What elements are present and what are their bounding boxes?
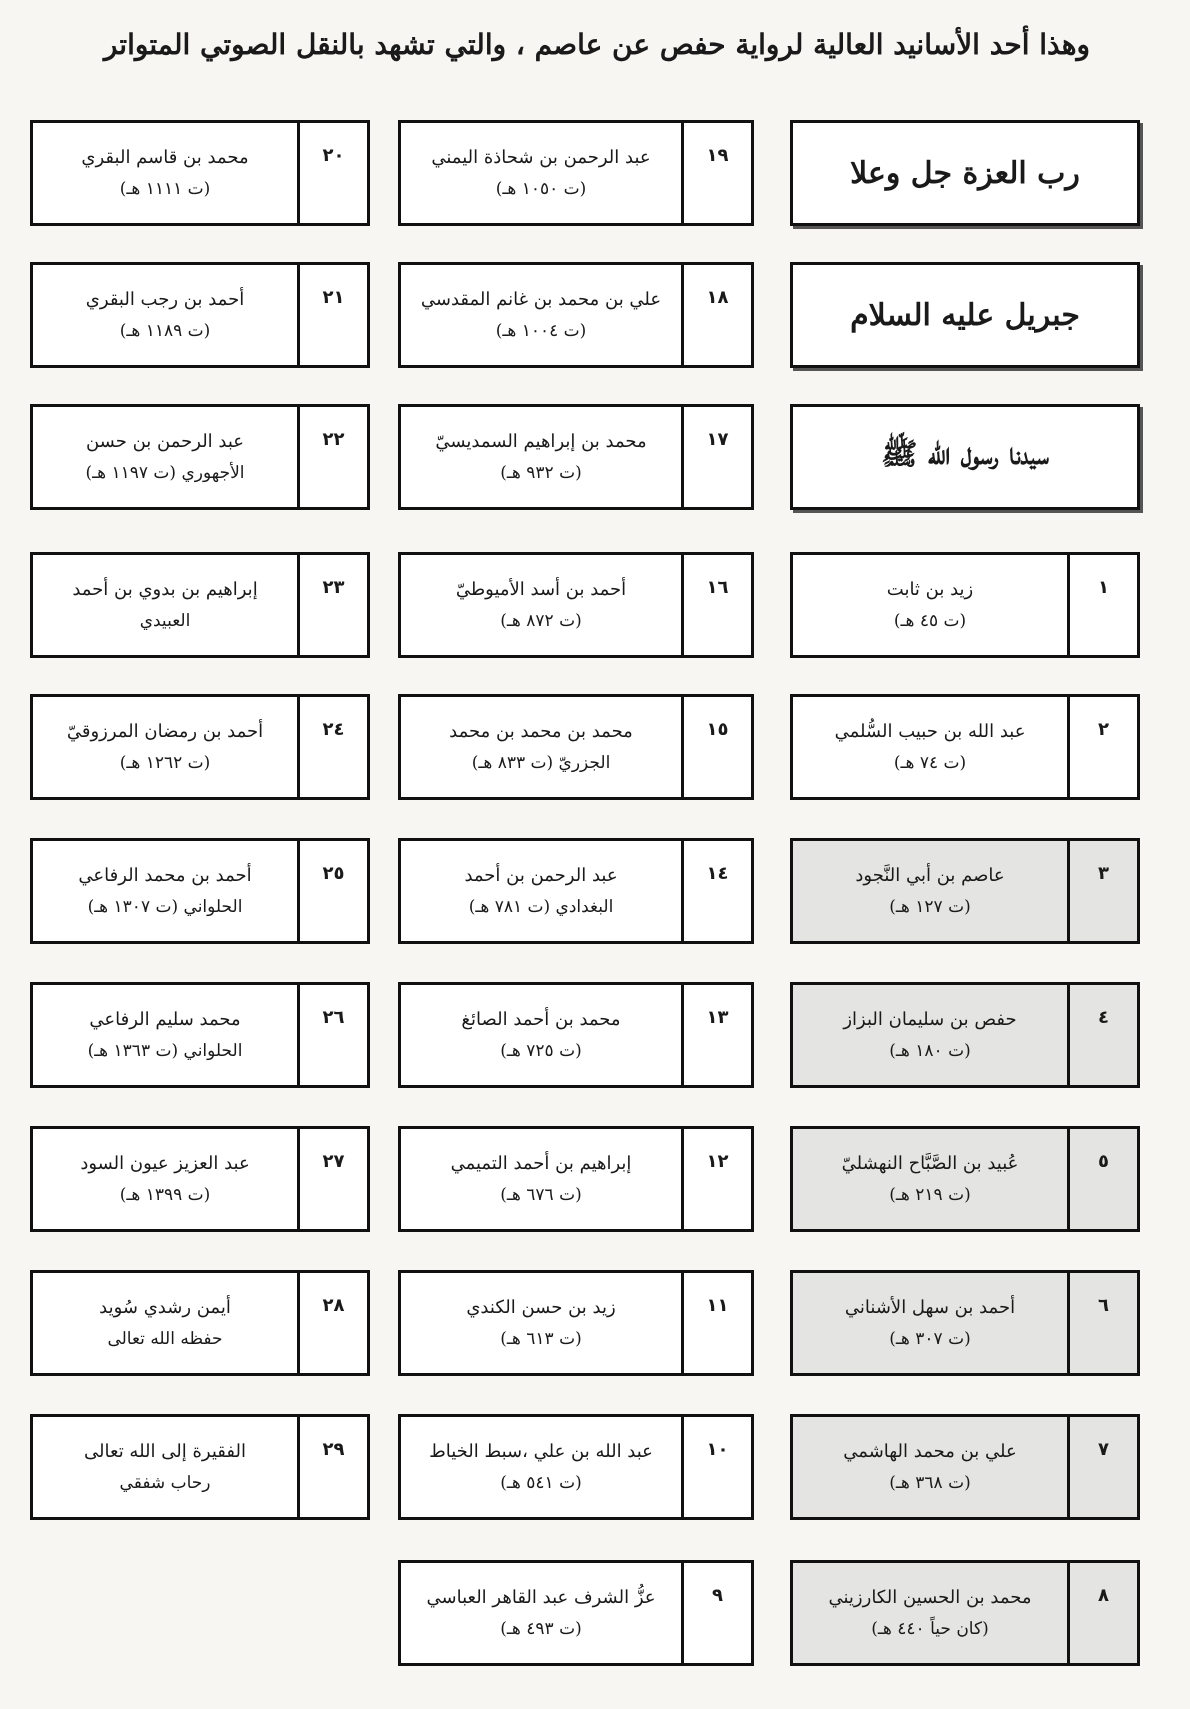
- chain-entry-card: [398, 120, 754, 226]
- entry-name: عُبيد بن الصَّبَّاح النهشليّ: [841, 1152, 1019, 1174]
- entry-date: (ت ٢١٩ هـ): [889, 1184, 971, 1205]
- entry-name: الفقيرة إلى الله تعالى: [84, 1440, 246, 1462]
- entry-text: [793, 1129, 1067, 1229]
- entry-text: [33, 123, 297, 223]
- entry-number: ٢١: [297, 265, 367, 365]
- chain-entry-card: [398, 982, 754, 1088]
- entry-number: ٢٥: [297, 841, 367, 941]
- entry-name: زيد بن حسن الكندي: [466, 1296, 616, 1318]
- entry-text: [793, 1273, 1067, 1373]
- entry-number: ١٤: [681, 841, 751, 941]
- entry-name: محمد بن الحسين الكارزيني: [828, 1586, 1032, 1608]
- entry-text: [401, 841, 681, 941]
- entry-date: (ت ١٣٩٩ هـ): [119, 1184, 211, 1205]
- entry-date: (ت ١١٨٩ هـ): [119, 320, 211, 341]
- entry-number: ١٨: [681, 265, 751, 365]
- entry-text: [33, 1417, 297, 1517]
- entry-number: ٢٣: [297, 555, 367, 655]
- entry-number: ٢٤: [297, 697, 367, 797]
- entry-text: [33, 407, 297, 507]
- entry-number: ١: [1067, 555, 1137, 655]
- entry-date: (ت ٣٠٧ هـ): [889, 1328, 971, 1349]
- chain-entry-card: [398, 1414, 754, 1520]
- chain-title-card: سيدنا رسول الله ﷺ: [790, 404, 1140, 510]
- chain-entry-card: [790, 838, 1140, 944]
- entry-text: [33, 697, 297, 797]
- entry-name: عاصم بن أبي النَّجود: [855, 864, 1005, 886]
- entry-text: [793, 1563, 1067, 1663]
- entry-number: ٥: [1067, 1129, 1137, 1229]
- entry-number: ٤: [1067, 985, 1137, 1085]
- entry-date: (ت ٩٣٢ هـ): [500, 462, 582, 483]
- entry-name: إبراهيم بن أحمد التميمي: [450, 1152, 632, 1174]
- entry-name: أحمد بن محمد الرفاعي: [78, 864, 252, 886]
- entry-text: [793, 555, 1067, 655]
- entry-number: ٢: [1067, 697, 1137, 797]
- entry-text: [401, 1273, 681, 1373]
- chain-entry-card: [790, 694, 1140, 800]
- entry-date: (ت ١٢٦٢ هـ): [119, 752, 211, 773]
- entry-date: الحلواني (ت ١٣٦٣ هـ): [87, 1040, 243, 1061]
- entry-text: [33, 985, 297, 1085]
- entry-date: (ت ١٨٠ هـ): [889, 1040, 971, 1061]
- entry-number: ١٩: [681, 123, 751, 223]
- entry-text: [33, 1273, 297, 1373]
- entry-number: ١٠: [681, 1417, 751, 1517]
- entry-date: (ت ١٠٥٠ هـ): [495, 178, 587, 199]
- entry-text: [793, 985, 1067, 1085]
- entry-date: (ت ٥٤١ هـ): [500, 1472, 582, 1493]
- entry-date: البغدادي (ت ٧٨١ هـ): [468, 896, 614, 917]
- entry-date: الجزريّ (ت ٨٣٣ هـ): [471, 752, 611, 773]
- entry-text: [401, 123, 681, 223]
- entry-number: ٢٠: [297, 123, 367, 223]
- entry-name: علي بن محمد بن غانم المقدسي: [420, 288, 662, 310]
- entry-number: ١٣: [681, 985, 751, 1085]
- entry-date: رحاب شفقي: [119, 1472, 211, 1493]
- entry-name: عزُّ الشرف عبد القاهر العباسي: [426, 1586, 656, 1608]
- entry-date: (ت ٨٧٢ هـ): [500, 610, 582, 631]
- entry-name: عبد الله بن حبيب السُّلمي: [834, 720, 1026, 742]
- entry-date: (ت ٧٢٥ هـ): [500, 1040, 582, 1061]
- chain-title-card: جبريل عليه السلام: [790, 262, 1140, 368]
- entry-number: ١٥: [681, 697, 751, 797]
- entry-number: ٩: [681, 1563, 751, 1663]
- entry-number: ٢٨: [297, 1273, 367, 1373]
- page-title: وهذا أحد الأسانيد العالية لرواية حفص عن عاصم ، والتي تشهد بالنقل الصوتي المتواتر: [103, 28, 1090, 61]
- entry-text: [33, 265, 297, 365]
- entry-number: ١٧: [681, 407, 751, 507]
- entry-date: حفظه الله تعالى: [107, 1328, 223, 1349]
- entry-text: [33, 841, 297, 941]
- entry-number: ٨: [1067, 1563, 1137, 1663]
- chain-entry-card: [398, 552, 754, 658]
- entry-name: محمد سليم الرفاعي: [89, 1008, 241, 1030]
- entry-name: أحمد بن رمضان المرزوقيّ: [66, 720, 264, 742]
- entry-text: [401, 265, 681, 365]
- entry-name: إبراهيم بن بدوي بن أحمد: [72, 578, 258, 600]
- entry-number: ٢٢: [297, 407, 367, 507]
- entry-date: (ت ١٢٧ هـ): [889, 896, 971, 917]
- entry-text: [793, 697, 1067, 797]
- chain-entry-card: [790, 1126, 1140, 1232]
- chain-title-card: رب العزة جل وعلا: [790, 120, 1140, 226]
- chain-entry-card: [398, 1560, 754, 1666]
- entry-name: عبد الله بن علي ،سبط الخياط: [429, 1440, 653, 1462]
- entry-date: الحلواني (ت ١٣٠٧ هـ): [87, 896, 243, 917]
- entry-number: ٣: [1067, 841, 1137, 941]
- chain-entry-card: [790, 552, 1140, 658]
- chain-entry-card: [30, 694, 370, 800]
- entry-name: علي بن محمد الهاشمي: [843, 1440, 1017, 1462]
- entry-date: الأجهوري (ت ١١٩٧ هـ): [85, 462, 245, 483]
- entry-name: محمد بن أحمد الصائغ: [461, 1008, 621, 1030]
- chain-entry-card: [30, 1270, 370, 1376]
- entry-number: ١٦: [681, 555, 751, 655]
- chain-entry-card: [790, 982, 1140, 1088]
- entry-date: (ت ٦٧٦ هـ): [500, 1184, 582, 1205]
- entry-name: أحمد بن أسد الأميوطيّ: [455, 578, 627, 600]
- entry-text: [401, 1417, 681, 1517]
- entry-date: (ت ٦١٣ هـ): [500, 1328, 582, 1349]
- chain-entry-card: [30, 120, 370, 226]
- chain-entry-card: [398, 838, 754, 944]
- entry-name: عبد الرحمن بن شحاذة اليمني: [431, 146, 651, 168]
- entry-name: محمد بن قاسم البقري: [81, 146, 249, 168]
- entry-text: [793, 841, 1067, 941]
- entry-number: ٦: [1067, 1273, 1137, 1373]
- entry-number: ١٢: [681, 1129, 751, 1229]
- entry-date: (ت ١٠٠٤ هـ): [495, 320, 587, 341]
- chain-entry-card: [398, 404, 754, 510]
- entry-number: ١١: [681, 1273, 751, 1373]
- chain-entry-card: [30, 838, 370, 944]
- entry-text: [401, 1129, 681, 1229]
- entry-text: [401, 985, 681, 1085]
- entry-name: حفص بن سليمان البزاز: [843, 1008, 1017, 1030]
- chain-entry-card: [30, 552, 370, 658]
- entry-number: ٢٧: [297, 1129, 367, 1229]
- entry-number: ٧: [1067, 1417, 1137, 1517]
- entry-name: محمد بن محمد بن محمد: [449, 720, 633, 742]
- entry-text: [401, 555, 681, 655]
- chain-entry-card: [30, 404, 370, 510]
- entry-number: ٢٦: [297, 985, 367, 1085]
- entry-name: زيد بن ثابت: [886, 578, 974, 600]
- entry-text: [401, 1563, 681, 1663]
- entry-number: ٢٩: [297, 1417, 367, 1517]
- entry-date: (ت ١١١١ هـ): [119, 178, 211, 199]
- chain-entry-card: [398, 1270, 754, 1376]
- entry-text: [401, 697, 681, 797]
- chain-entry-card: [30, 262, 370, 368]
- entry-date: (ت ٤٥ هـ): [893, 610, 967, 631]
- entry-name: أيمن رشدي سُويد: [99, 1296, 231, 1318]
- entry-date: (ت ٣٦٨ هـ): [889, 1472, 971, 1493]
- chain-entry-card: [30, 1126, 370, 1232]
- chain-entry-card: [30, 1414, 370, 1520]
- entry-name: عبد الرحمن بن حسن: [85, 430, 245, 452]
- entry-name: محمد بن إبراهيم السمديسيّ: [435, 430, 647, 452]
- entry-date: (ت ٧٤ هـ): [893, 752, 967, 773]
- entry-text: [33, 555, 297, 655]
- entry-text: [33, 1129, 297, 1229]
- entry-date: (ت ٤٩٣ هـ): [500, 1618, 582, 1639]
- chain-entry-card: [398, 694, 754, 800]
- entry-text: [793, 1417, 1067, 1517]
- entry-name: أحمد بن سهل الأشناني: [844, 1296, 1016, 1318]
- entry-name: عبد العزيز عيون السود: [80, 1152, 250, 1174]
- entry-name: عبد الرحمن بن أحمد: [464, 864, 618, 886]
- entry-name: أحمد بن رجب البقري: [85, 288, 245, 310]
- entry-text: [401, 407, 681, 507]
- chain-entry-card: [790, 1270, 1140, 1376]
- chain-entry-card: [398, 1126, 754, 1232]
- chain-entry-card: [790, 1414, 1140, 1520]
- chain-entry-card: [790, 1560, 1140, 1666]
- chain-entry-card: [30, 982, 370, 1088]
- entry-date: العبيدي: [139, 610, 191, 631]
- chain-entry-card: [398, 262, 754, 368]
- entry-date: (كان حياً ٤٤٠ هـ): [871, 1618, 989, 1639]
